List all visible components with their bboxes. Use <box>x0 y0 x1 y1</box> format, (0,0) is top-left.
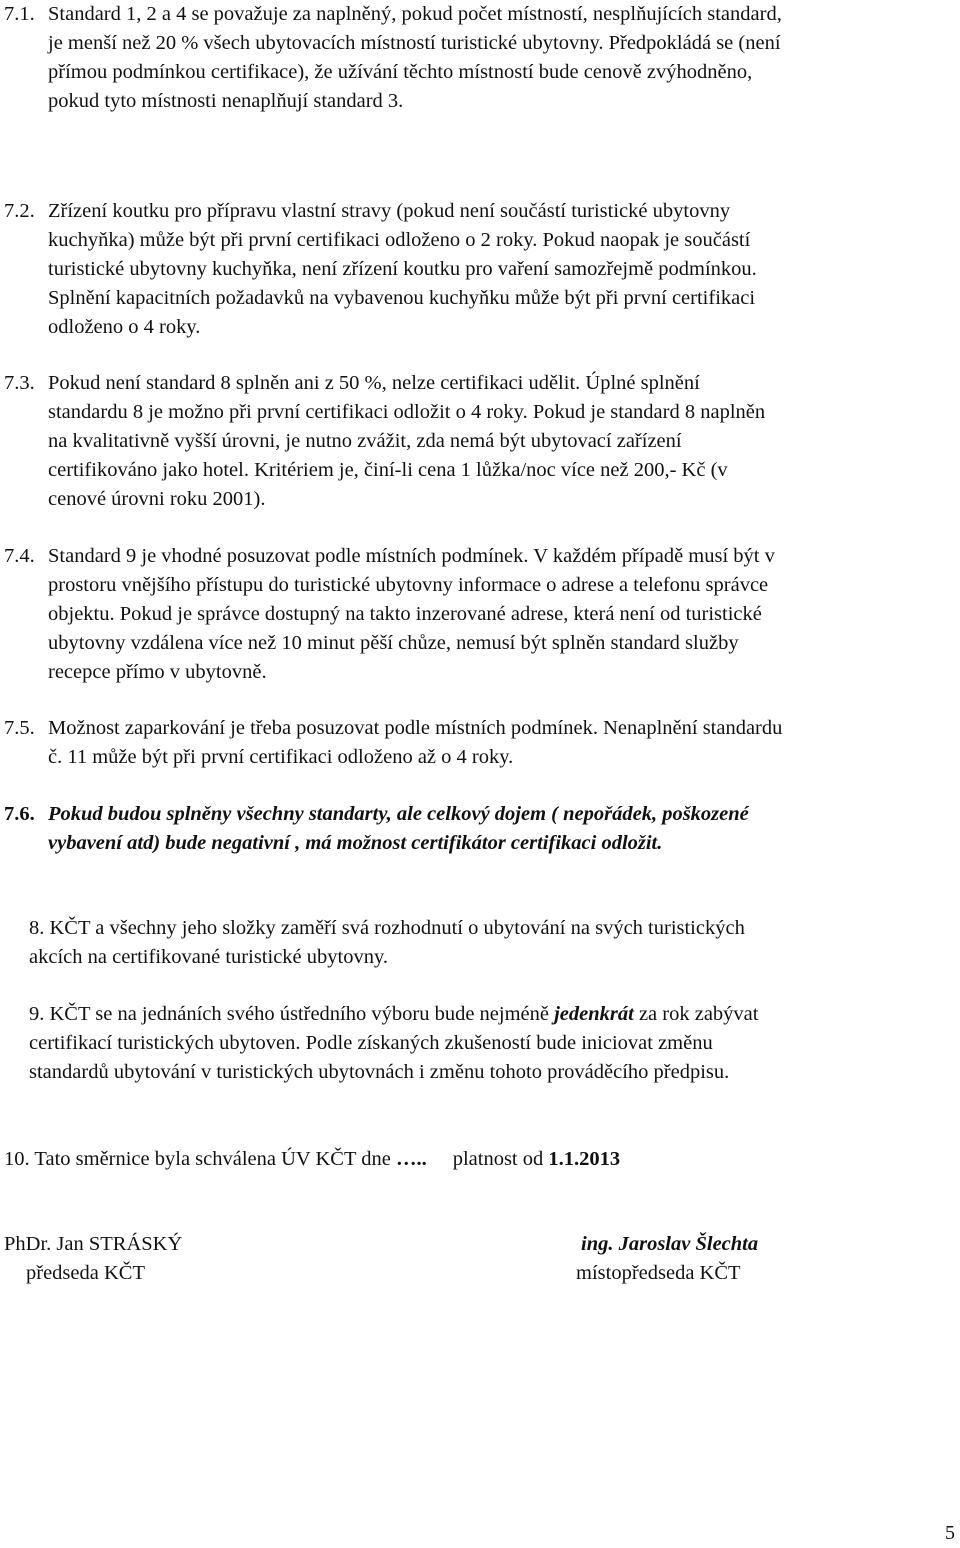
text-line: 8. KČT a všechny jeho složky zaměří svá rozhodnutí o ubytování na svých turistických <box>29 917 745 939</box>
text-line <box>4 1145 958 1174</box>
text-line: č. 11 může být při první certifikaci odloženo až o 4 roky. <box>48 746 514 768</box>
text-line: odloženo o 4 roky. <box>48 316 201 338</box>
text-line: cenové úrovni roku 2001). <box>48 488 266 510</box>
item-10 <box>4 1145 958 1174</box>
text-line: standardů ubytování v turistických ubytovnách i změnu tohoto prováděcího předpisu. <box>29 1061 730 1083</box>
section-text-emphasized <box>48 800 960 858</box>
section-number: 7.2. <box>4 200 35 222</box>
section-7-5 <box>4 714 958 772</box>
text-fragment: 9. KČT se na jednáních svého ústředního výboru bude nejméně <box>29 1003 555 1025</box>
signature-right <box>576 1230 758 1288</box>
signature-left <box>4 1230 182 1288</box>
text-line: ubytovny vzdálena více než 10 minut pěší chůze, nemusí být splněn standard služby <box>48 632 739 654</box>
signatory-role: předseda KČT <box>26 1262 145 1284</box>
section-text <box>48 197 960 342</box>
item-9 <box>4 1000 958 1087</box>
text-line: pokud tyto místnosti nenaplňují standard 3. <box>48 90 404 112</box>
section-text <box>48 714 960 772</box>
text-fragment: za rok zabývat <box>633 1003 759 1025</box>
text-line: akcích na certifikované turistické ubytovny. <box>29 946 389 968</box>
section-text <box>48 369 960 514</box>
text-line: Standard 1, 2 a 4 se považuje za naplněný, pokud počet místností, nesplňujících standard, <box>48 3 782 25</box>
signatory-name: PhDr. Jan STRÁSKÝ <box>4 1233 183 1255</box>
section-number: 7.3. <box>4 372 35 394</box>
section-number: 7.6. <box>4 803 35 825</box>
text-line: přímou podmínkou certifikace), že užívání těchto místností bude cenově zvýhodněno, <box>48 61 753 83</box>
page-number: 5 <box>945 1522 955 1544</box>
section-7-3 <box>4 369 958 514</box>
text-line: Pokud není standard 8 splněn ani z 50 %, nelze certifikaci udělit. Úplné splnění <box>48 372 700 394</box>
approval-date-placeholder: ….. <box>395 1148 427 1170</box>
text-line: standardu 8 je možno při první certifikaci odložit o 4 roky. Pokud je standard 8 naplněn <box>48 401 766 423</box>
signatory-name: ing. Jaroslav Šlechta <box>581 1233 759 1255</box>
item-text <box>29 1000 960 1087</box>
section-7-1 <box>4 0 958 116</box>
text-line: recepce přímo v ubytovně. <box>48 661 267 683</box>
item-text <box>29 914 960 972</box>
text-line: objektu. Pokud je správce dostupný na takto inzerované adrese, která není od turistické <box>48 603 762 625</box>
text-line: na kvalitativně vyšší úrovni, je nutno zvážit, zda nemá být ubytovací zařízení <box>48 430 682 452</box>
text-line: vybavení atd) bude negativní , má možnost certifikátor certifikaci odložit. <box>48 832 663 854</box>
text-line: Možnost zaparkování je třeba posuzovat podle místních podmínek. Nenaplnění standardu <box>48 717 783 739</box>
text-line: prostoru vnějšího přístupu do turistické ubytovny informace o adrese a telefonu správce <box>48 574 769 596</box>
text-line: Splnění kapacitních požadavků na vybavenou kuchyňku může být při první certifikaci <box>48 287 756 309</box>
validity-date: 1.1.2013 <box>548 1148 621 1170</box>
text-line: turistické ubytovny kuchyňka, není zřízení koutku pro vaření samozřejmě podmínkou. <box>48 258 757 280</box>
text-line: Zřízení koutku pro přípravu vlastní stravy (pokud není součástí turistické ubytovny <box>48 200 731 222</box>
text-line: je menší než 20 % všech ubytovacích místností turistické ubytovny. Předpokládá se (není <box>48 32 781 54</box>
section-number: 7.5. <box>4 717 35 739</box>
text-line: certifikací turistických ubytoven. Podle získaných zkušeností bude iniciovat změnu <box>29 1032 713 1054</box>
text-line <box>4 1000 960 1029</box>
section-7-6 <box>4 800 958 858</box>
section-7-4 <box>4 542 958 687</box>
text-line: Standard 9 je vhodné posuzovat podle místních podmínek. V každém případě musí být v <box>48 545 775 567</box>
approval-text: 10. Tato směrnice byla schválena ÚV KČT dne <box>4 1148 396 1170</box>
section-text <box>48 542 960 687</box>
text-line: Pokud budou splněny všechny standarty, ale celkový dojem ( nepořádek, poškozené <box>48 803 749 825</box>
signatory-role: místopředseda KČT <box>576 1262 741 1284</box>
validity-label: platnost od <box>452 1148 549 1170</box>
section-number: 7.4. <box>4 545 35 567</box>
text-line: certifikováno jako hotel. Kritériem je, činí-li cena 1 lůžka/noc více než 200,- Kč (v <box>48 459 728 481</box>
text-line: kuchyňka) může být při první certifikaci odloženo o 2 roky. Pokud naopak je součástí <box>48 229 751 251</box>
emphasized-word: jedenkrát <box>554 1003 634 1025</box>
section-text <box>48 0 960 116</box>
item-8 <box>4 914 958 972</box>
section-7-2 <box>4 197 958 342</box>
section-number: 7.1. <box>4 3 35 25</box>
